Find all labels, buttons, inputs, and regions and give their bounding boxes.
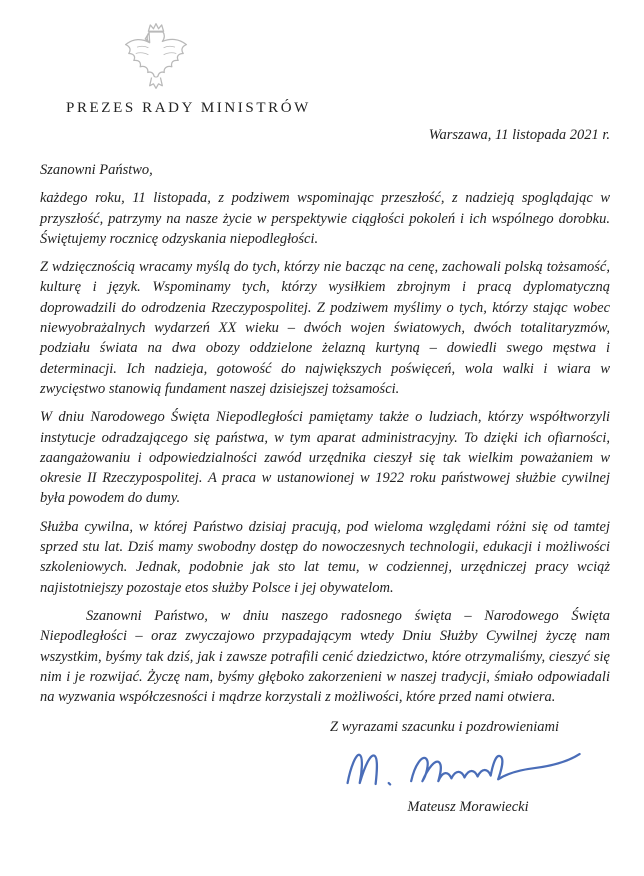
- handwritten-signature: [332, 740, 606, 803]
- closing-line: Z wyrazami szacunku i pozdrowieniami: [330, 719, 560, 736]
- paragraph-5: Szanowni Państwo, w dniu naszego radosnego święta – Narodowego Święta Niepodległości – oraz zwyczajowo przypadającym wtedy Dniu Służby Cywilnej życzę nam wszystkim, byśmy tak dziś, jak i zawsze potrafili cenić dziedzictwo, które otrzymaliśmy, cieszyć się nim i je rozwijać. Życzę nam, byśmy głęboko zakorzenieni w naszej tradycji, śmiało odpowiadali na wyzwania współczesności i mądrze korzystali z możliwości, które przed nami otwiera.: [40, 607, 610, 706]
- paragraph-3: W dniu Narodowego Święta Niepodległości pamiętamy także o ludziach, którzy współtworzyli instytucje odradzającego się państwa, w tym aparat administracyjny. To dzięki ich ofiarności, zaangażowaniu i odpowiedzialności zawód urzędnika cieszył się tak wielkim poważaniem w okresie II Rzeczypospolitej. A praca w ustanowionej w 1922 roku państwowej służbie cywilnej była powodem do dumy.: [40, 409, 610, 507]
- salutation: Szanowni Państwo,: [40, 162, 153, 178]
- signer-name: Mateusz Morawiecki: [407, 799, 529, 816]
- letter-body: [40, 160, 610, 707]
- paragraph-2: Z wdzięcznością wracamy myślą do tych, którzy nie bacząc na cenę, zachowali polską tożsamość, kulturę i język. Wspominamy tych, którzy wysiłkiem zbrojnym i pracą dyplomatyczną doprowadzili do odrodzenia Rzeczypospolitej. Z podziwem myślimy o tych, którzy stając wobec niewyobrażalnych wydarzeń XX wieku – dwóch wojen światowych, dwóch totalitaryzmów, podziału świata na dwa obozy oddzielone żelazną kurtyną – dowiedli swego męstwa i determinacji. Ich nadzieja, gotowość do największych poświęceń, wola walki i wiara w zwycięstwo stanowią fundament naszej dzisiejszej tożsamości.: [40, 259, 610, 397]
- paragraph-4: Służba cywilna, w której Państwo dzisiaj pracują, pod wieloma względami różni się od tamtej sprzed stu lat. Dziś mamy swobodny dostęp do nowoczesnych technologii, edukacji i możliwości szkoleniowych. Jednak, podobnie jak sto lat temu, w codziennej, urzędniczej pracy wciąż najistotniejszy pozostaje etos służby Polsce i jej obywatelom.: [40, 518, 610, 596]
- paragraph-1: każdego roku, 11 listopada, z podziwem wspominając przeszłość, z nadzieją spoglądając w przyszłość, patrzymy na nasze życie w perspektywie ciągłości pokoleń i ich wspólnego dorobku. Świętujemy rocznicę odzyskania niepodległości.: [40, 190, 610, 247]
- polish-eagle-emblem-icon: [118, 20, 194, 92]
- dateline: Warszawa, 11 listopada 2021 r.: [428, 127, 610, 143]
- signature-block: [330, 719, 606, 816]
- letterhead-title: PREZES RADY MINISTRÓW: [66, 100, 311, 116]
